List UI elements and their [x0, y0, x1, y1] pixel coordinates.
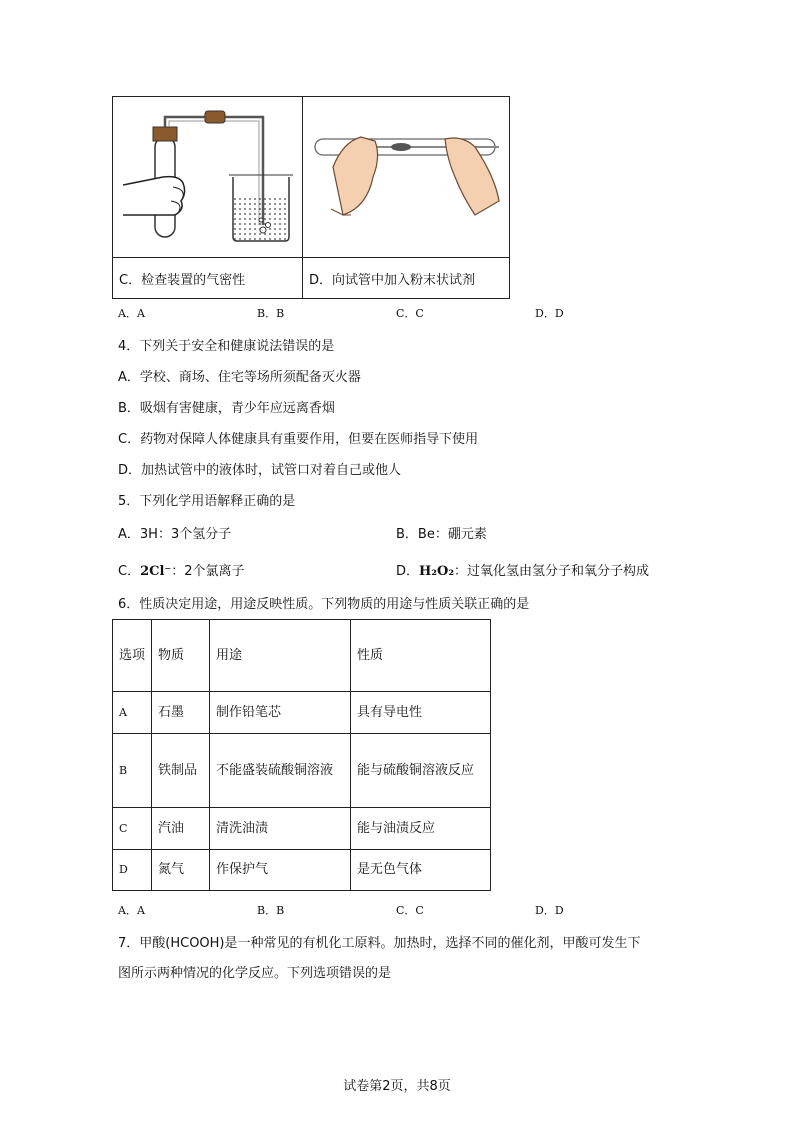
q5-d-formula: H₂O₂: [419, 564, 455, 579]
row-b-use: 不能盛装硫酸铜溶液: [210, 734, 351, 808]
header-substance: 物质: [152, 620, 210, 692]
page-footer: 试卷第2页，共8页: [343, 1079, 451, 1094]
row-d-property: 是无色气体: [351, 850, 491, 891]
q5-c-formula: 2Cl⁻: [140, 564, 172, 579]
q4-stem: 4．下列关于安全和健康说法错误的是: [118, 339, 335, 354]
row-d-substance: 氮气: [152, 850, 210, 891]
q7-line-1: 7．甲酸(HCOOH)是一种常见的有机化工原料。加热时，选择不同的催化剂，甲酸可发生下: [118, 936, 641, 951]
q4-option-c[interactable]: C．药物对保障人体健康具有重要作用，但要在医师指导下使用: [118, 432, 479, 447]
q5-c-prefix: C．: [118, 564, 141, 579]
row-c-property: 能与油渍反应: [351, 808, 491, 850]
row-d-option: D: [113, 850, 152, 891]
q5-option-c[interactable]: [118, 560, 245, 579]
q5-option-d[interactable]: [396, 560, 649, 579]
q5-stem: 5．下列化学用语解释正确的是: [118, 494, 296, 509]
q4-option-d[interactable]: D．加热试管中的液体时，试管口对着自己或他人: [118, 463, 402, 478]
row-c-substance: 汽油: [152, 808, 210, 850]
q6-table: [112, 619, 491, 891]
apparatus-d-caption: D．向试管中加入粉末状试剂: [303, 258, 510, 299]
q6-option-b[interactable]: B．B: [257, 904, 285, 917]
apparatus-c-caption: C．检查装置的气密性: [113, 258, 303, 299]
powder-reagent-illustration: [303, 97, 509, 253]
q6-stem: 6．性质决定用途，用途反映性质。下列物质的用途与性质关联正确的是: [118, 597, 530, 612]
q6-option-d[interactable]: D．D: [535, 904, 564, 917]
q5-c-text: ：2个氯离子: [171, 564, 245, 579]
q3-option-a[interactable]: A．A: [118, 307, 145, 320]
table-row: [113, 692, 491, 734]
q4-option-a[interactable]: A．学校、商场、住宅等场所须配备灭火器: [118, 370, 361, 385]
row-a-property: 具有导电性: [351, 692, 491, 734]
table-row: [113, 808, 491, 850]
row-a-use: 制作铅笔芯: [210, 692, 351, 734]
q5-option-a[interactable]: A．3H：3个氢分子: [118, 527, 232, 542]
table-row: [113, 734, 491, 808]
q5-d-text: ：过氧化氢由氢分子和氧分子构成: [454, 564, 650, 579]
header-option: 选项: [113, 620, 152, 692]
apparatus-d-cell: [303, 97, 510, 258]
q6-option-c[interactable]: C．C: [396, 904, 424, 917]
q3-option-d[interactable]: D．D: [535, 307, 564, 320]
row-a-substance: 石墨: [152, 692, 210, 734]
q3-option-b[interactable]: B．B: [257, 307, 285, 320]
q5-d-prefix: D．: [396, 564, 420, 579]
table-row: [113, 850, 491, 891]
q7-line-2: 图所示两种情况的化学反应。下列选项错误的是: [118, 966, 392, 981]
apparatus-c-cell: [113, 97, 303, 258]
row-b-option: B: [113, 734, 152, 808]
row-c-option: C: [113, 808, 152, 850]
q3-option-c[interactable]: C．C: [396, 307, 424, 320]
row-c-use: 清洗油渍: [210, 808, 351, 850]
q6-option-a[interactable]: A．A: [118, 904, 145, 917]
q4-option-b[interactable]: B．吸烟有害健康，青少年应远离香烟: [118, 401, 335, 416]
table-header-row: [113, 620, 491, 692]
row-a-option: A: [113, 692, 152, 734]
row-b-substance: 铁制品: [152, 734, 210, 808]
row-b-property: 能与硫酸铜溶液反应: [351, 734, 491, 808]
header-use: 用途: [210, 620, 351, 692]
apparatus-table: [112, 96, 510, 299]
row-d-use: 作保护气: [210, 850, 351, 891]
q5-option-b[interactable]: B．Be：硼元素: [396, 527, 487, 542]
header-property: 性质: [351, 620, 491, 692]
airtightness-check-illustration: [113, 97, 302, 253]
